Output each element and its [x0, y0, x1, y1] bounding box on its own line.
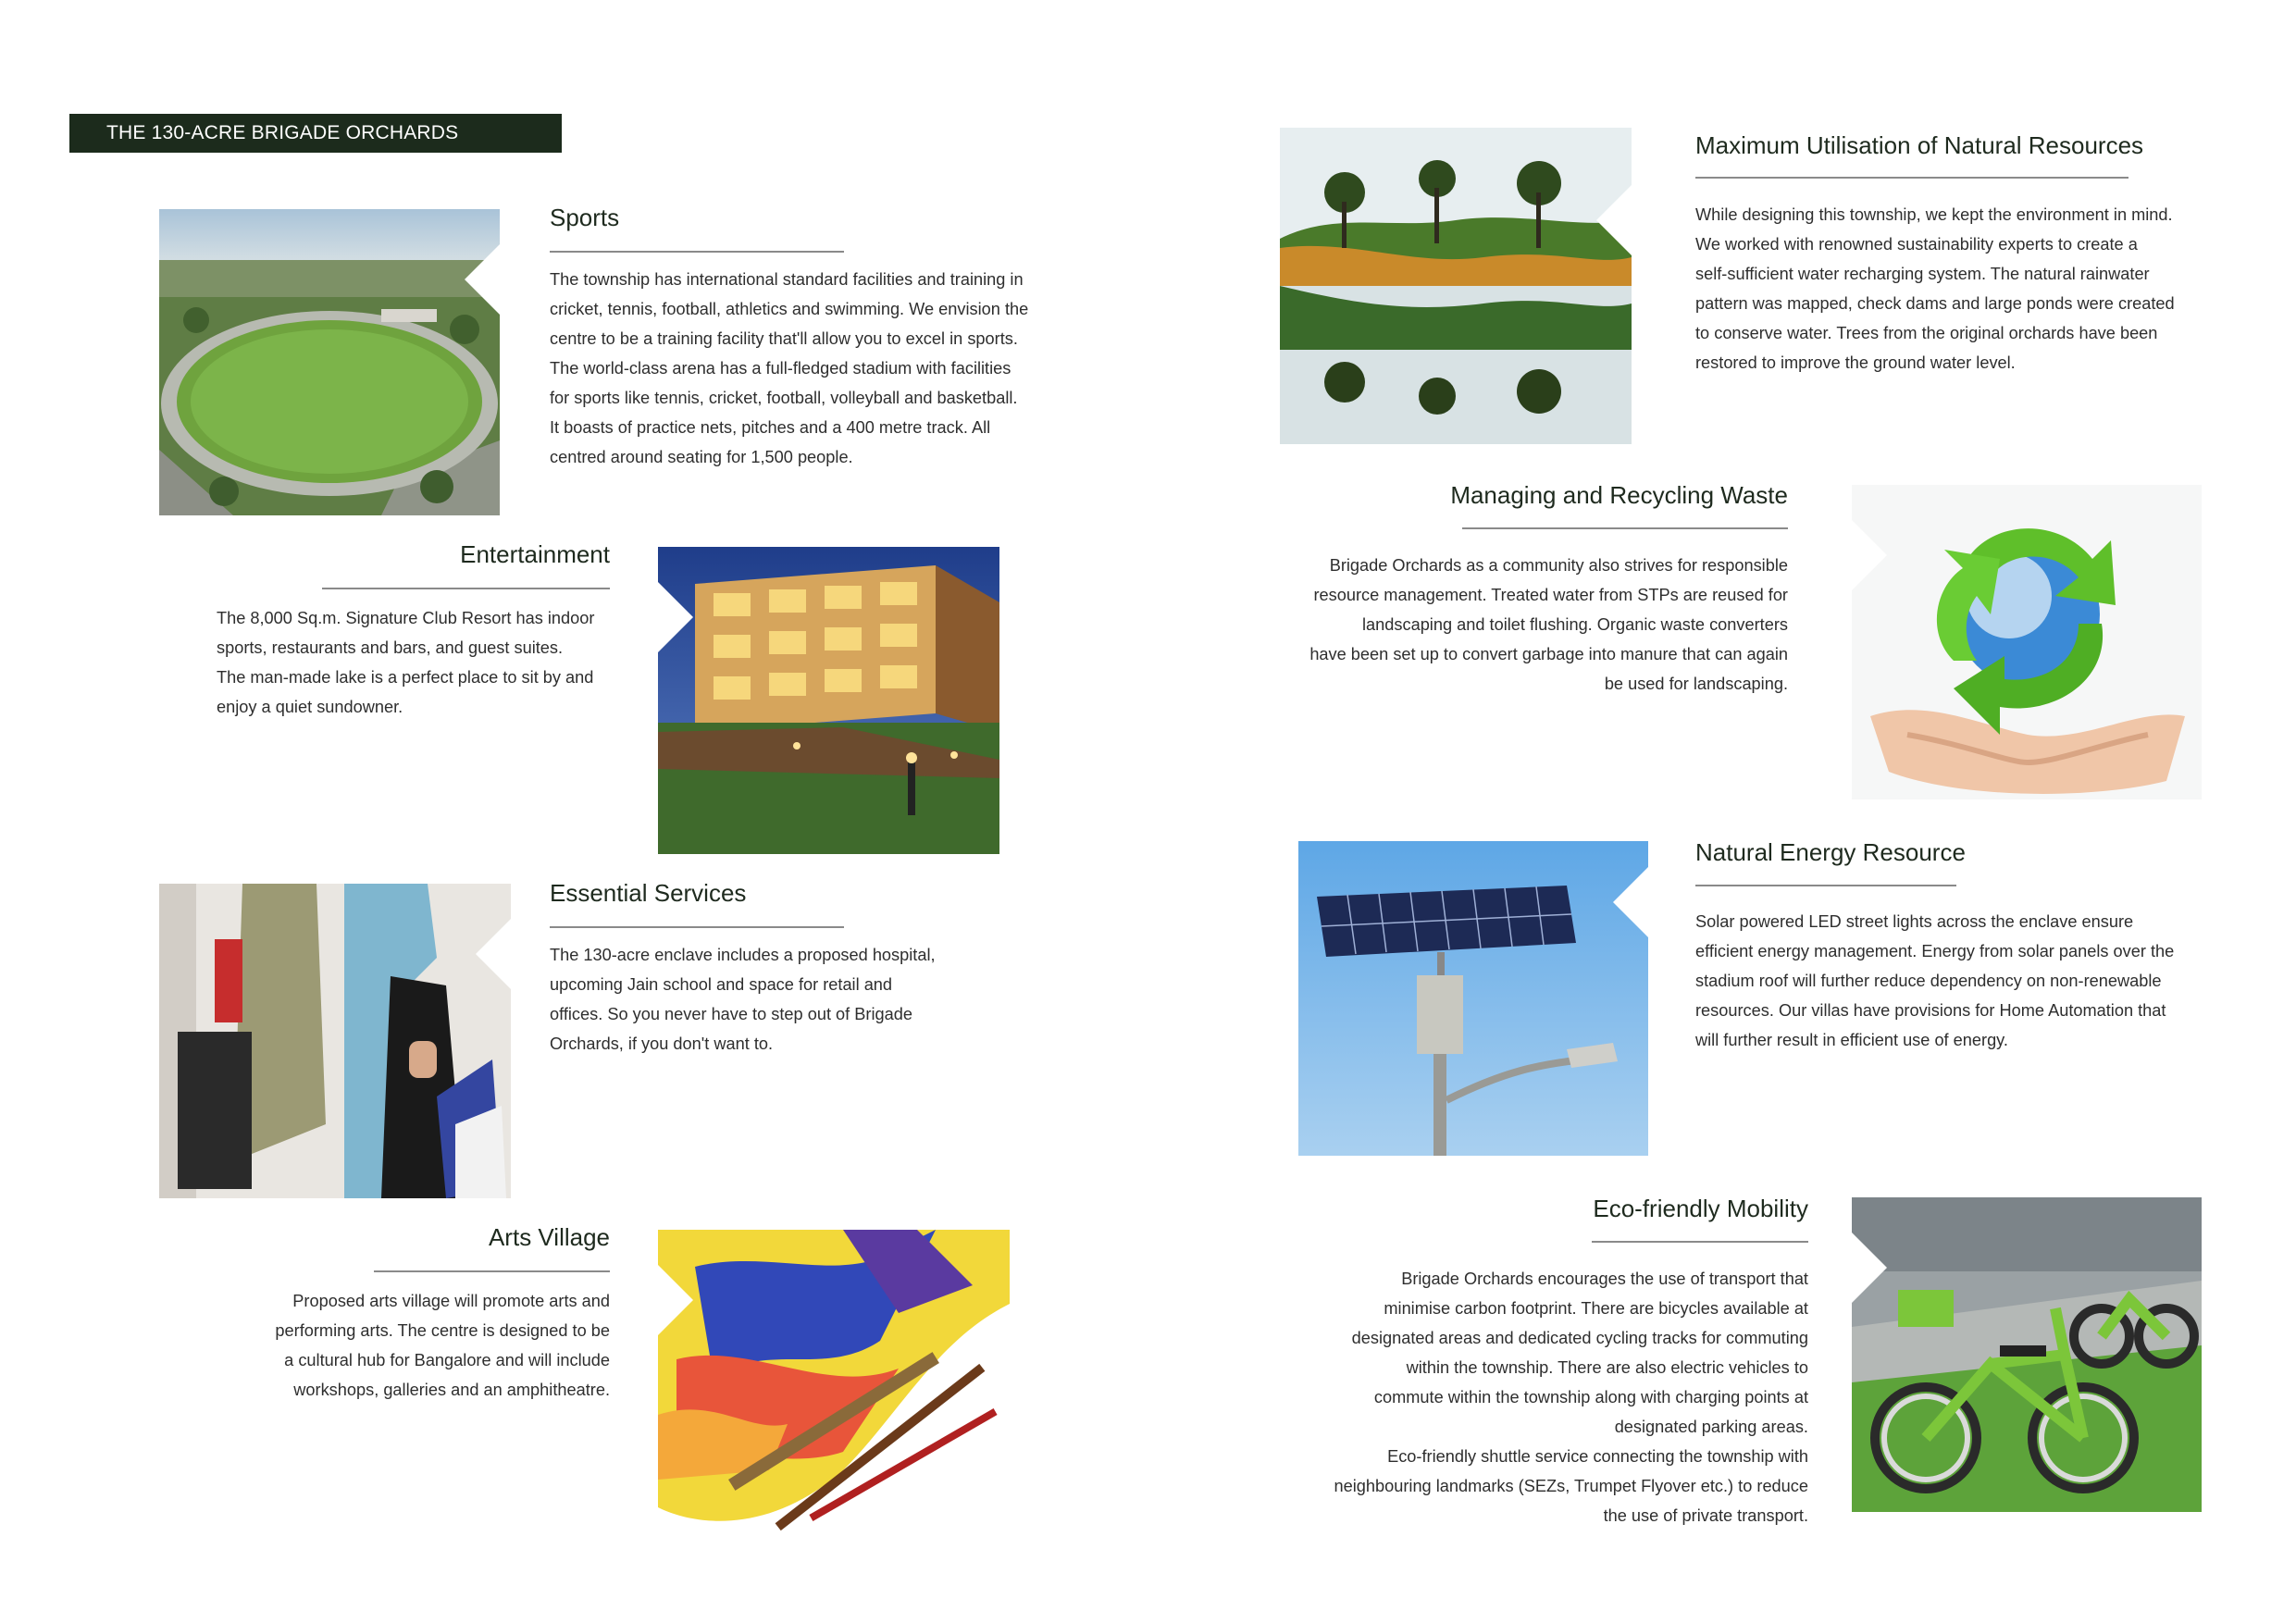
energy-divider: [1695, 885, 1956, 886]
bicycles-photo: [1852, 1197, 2202, 1512]
sports-divider: [550, 251, 844, 253]
natural-resources-description: While designing this township, we kept the environment in mind. We worked with renowned sustainability experts to create a self-sufficient water recharging system. The natural rainwater pattern was mapped, check dams and large ponds were created to conserve water. Trees from the original orchards have been restored to improve the ground water level.: [1695, 205, 2175, 372]
essential-services-divider: [550, 926, 844, 928]
mobility-heading: Eco-friendly Mobility: [1593, 1195, 1808, 1222]
photo-notch: [465, 244, 500, 315]
entertainment-description: The 8,000 Sq.m. Signature Club Resort has indoor sports, restaurants and bars, and guest suites. The man-made lake is a perfect place to sit by and enjoy a quiet sundowner.: [217, 609, 595, 716]
photo-notch: [476, 919, 511, 989]
section-banner: THE 130-ACRE BRIGADE ORCHARDS INCLUDES:: [69, 114, 562, 153]
arts-village-divider: [374, 1270, 610, 1272]
waste-divider: [1462, 527, 1788, 529]
club-resort-photo: [658, 547, 999, 854]
photo-notch: [1852, 520, 1887, 590]
photo-notch: [1596, 185, 1632, 255]
essential-services-description: The 130-acre enclave includes a proposed hospital, upcoming Jain school and space for retail and offices. So you never have to step out of Brigade Orchards, if you don't want to.: [550, 946, 936, 1053]
sports-stadium-photo: [159, 209, 500, 515]
mobility-divider: [1592, 1241, 1808, 1243]
essential-services-heading: Essential Services: [550, 879, 747, 907]
photo-notch: [658, 582, 693, 652]
solar-streetlight-photo: [1298, 841, 1648, 1156]
natural-resources-heading: Maximum Utilisation of Natural Resources: [1695, 131, 2144, 159]
lake-trees-photo: [1280, 128, 1632, 444]
entertainment-heading: Entertainment: [460, 540, 610, 568]
sports-description: The township has international standard facilities and training in cricket, tennis, football, athletics and swimming. We envision the centre to be a training facility that'll allow you to excel in sports. The world-class arena has a full-fledged stadium with facilities for sports like tennis, cricket, football, volleyball and basketball. It boasts of practice nets, pitches and a 400 metre track. All centred around seating for 1,500 people.: [550, 270, 1029, 466]
entertainment-divider: [322, 588, 610, 589]
paint-brushes-photo: [658, 1230, 1010, 1544]
waste-heading: Managing and Recycling Waste: [1450, 481, 1788, 509]
natural-resources-divider: [1695, 177, 2128, 179]
mobility-description: Brigade Orchards encourages the use of transport that minimise carbon footprint. There are bicycles available at designated areas and dedicated cycling tracks for commuting within the township. There are also electric vehicles to commute within the township along with charging points at designated parking areas. Eco-friendly shuttle service connecting the township with neighbouring landmarks (SEZs, Trumpet Flyover etc.) to reduce the use of private transport.: [1334, 1270, 1808, 1525]
energy-heading: Natural Energy Resource: [1695, 838, 1966, 866]
waste-description: Brigade Orchards as a community also strives for responsible resource management. Treated water from STPs are reused for landscaping and toilet flushing. Organic waste converters have been set up to convert garbage into manure that can again be used for landscaping.: [1309, 556, 1788, 693]
recycle-globe-photo: [1852, 485, 2202, 799]
shopping-photo: [159, 884, 511, 1198]
arts-village-heading: Arts Village: [488, 1223, 610, 1251]
sports-heading: Sports: [550, 204, 620, 231]
energy-description: Solar powered LED street lights across the enclave ensure efficient energy management. Energy from solar panels over the stadium roof will further reduce dependency on non-renewable resources. Our villas have provisions for Home Automation that will further result in efficient use of energy.: [1695, 912, 2175, 1049]
arts-village-description: Proposed arts village will promote arts and performing arts. The centre is designed to be a cultural hub for Bangalore and will include workshops, galleries and an amphitheatre.: [275, 1292, 610, 1399]
photo-notch: [658, 1265, 693, 1335]
photo-notch: [1852, 1233, 1887, 1303]
photo-notch: [1613, 867, 1648, 937]
